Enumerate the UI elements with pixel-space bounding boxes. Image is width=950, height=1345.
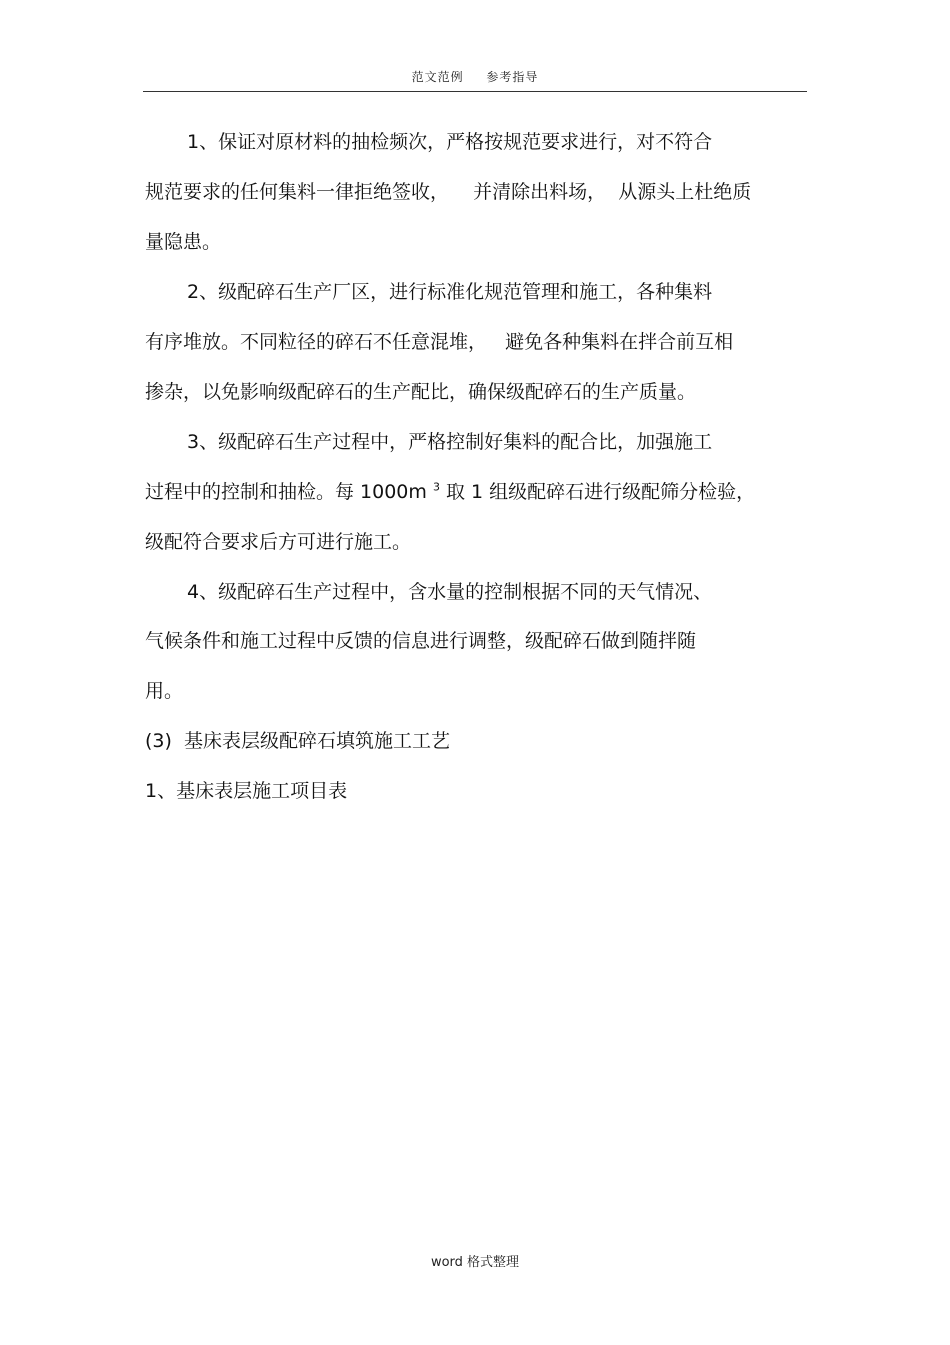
paragraph-2-line-3: 掺杂，以免影响级配碎石的生产配比，确保级配碎石的生产质量。 — [145, 381, 697, 403]
paragraph-4-line-1: 4、级配碎石生产过程中，含水量的控制根据不同的天气情况、 — [187, 581, 713, 603]
paragraph-3-line-1: 3、级配碎石生产过程中，严格控制好集料的配合比，加强施工 — [187, 431, 713, 453]
subheading: 1、基床表层施工项目表 — [145, 780, 348, 802]
paragraph-3-line-3: 级配符合要求后方可进行施工。 — [145, 531, 412, 553]
page-footer: word 格式整理 — [430, 1255, 520, 1270]
paragraph-4-line-3: 用。 — [145, 680, 184, 702]
paragraph-3-line-2-start: 过程中的控制和抽检。每 1000m — [145, 481, 433, 503]
paragraph-1-line-2: 规范要求的任何集料一律拒绝签收， 并清除出料场， 从源头上杜绝质 — [145, 181, 752, 203]
header-left-text: 范文范例 — [411, 70, 464, 84]
paragraph-3-line-2 — [145, 480, 755, 504]
section-heading: (3) 基床表层级配碎石填筑施工工艺 — [145, 730, 450, 752]
header-right-text: 参考指导 — [486, 70, 539, 84]
paragraph-1-line-1: 1、保证对原材料的抽检频次，严格按规范要求进行，对不符合 — [187, 131, 713, 153]
paragraph-3-line-2-end: 取 1 组级配碎石进行级配筛分检验， — [439, 481, 756, 503]
paragraph-2-line-2: 有序堆放。不同粒径的碎石不任意混堆， 避免各种集料在拌合前互相 — [145, 331, 734, 353]
header-divider — [143, 91, 807, 92]
superscript-3: 3 — [432, 480, 440, 494]
page-header — [0, 68, 950, 85]
paragraph-4-line-2: 气候条件和施工过程中反馈的信息进行调整，级配碎石做到随拌随 — [145, 630, 697, 652]
paragraph-2-line-1: 2、级配碎石生产厂区，进行标准化规范管理和施工，各种集料 — [187, 281, 713, 303]
paragraph-1-line-3: 量隐患。 — [145, 231, 222, 253]
